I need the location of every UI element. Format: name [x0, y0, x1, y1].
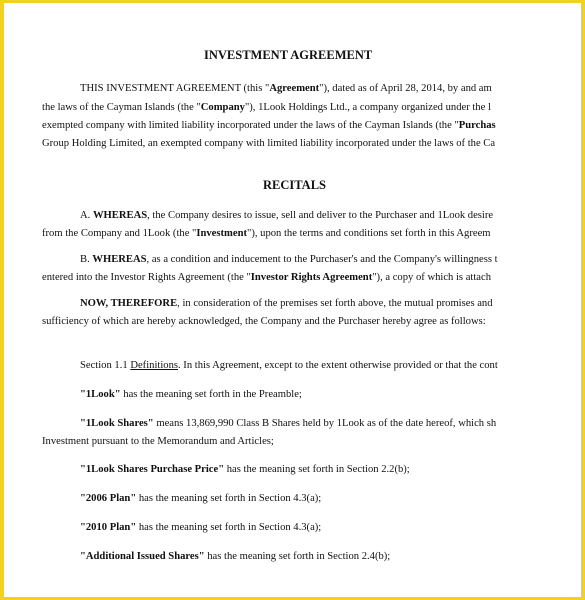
definition-term: "1Look Shares Purchase Price" — [80, 464, 225, 475]
definition-text: has the meaning set forth in the Preamble; — [120, 389, 302, 400]
intro-line-2 — [42, 102, 491, 113]
document-page — [4, 3, 581, 597]
defined-term: Agreement — [269, 83, 320, 94]
recital-b-line-2 — [42, 272, 491, 283]
definition-text: has the meaning set forth in Section 4.3(a); — [136, 493, 322, 504]
now-therefore-line-2: sufficiency of which are hereby acknowledged, the Company and the Purchaser hereby agree as follows: — [42, 316, 486, 327]
recital-text: B. — [80, 254, 93, 265]
defined-term: Company — [200, 102, 245, 113]
definition-text: has the meaning set forth in Section 2.4(b); — [204, 551, 391, 562]
recital-text: from the Company and 1Look (the " — [42, 228, 197, 239]
section-number: Section 1.1 — [80, 360, 131, 371]
definition-text: has the meaning set forth in Section 4.3(a); — [136, 522, 322, 533]
definition-text: has the meaning set forth in Section 2.2(b); — [224, 464, 410, 475]
defined-term: WHEREAS — [92, 254, 147, 265]
recital-text: A. — [80, 210, 93, 221]
now-therefore-line-1 — [80, 298, 493, 309]
definition-term: "2010 Plan" — [80, 522, 137, 533]
intro-text: exempted company with limited liability incorporated under the laws of the Cayman Islands (the " — [42, 120, 459, 131]
recital-text: , the Company desires to issue, sell and deliver to the Purchaser and 1Look desire — [147, 210, 494, 221]
definition-text: means 13,869,990 Class B Shares held by 1Look as of the date hereof, which sh — [153, 418, 497, 429]
defined-term: Investor Rights Agreement — [250, 272, 373, 283]
clause-text: , in consideration of the premises set forth above, the mutual promises and — [177, 298, 493, 309]
document-title: INVESTMENT AGREEMENT — [204, 48, 373, 62]
defined-term: Investment — [196, 228, 247, 239]
intro-line-1 — [80, 83, 492, 94]
definition-additional-issued-shares — [80, 551, 390, 562]
definition-1look-shares-cont: Investment pursuant to the Memorandum and Articles; — [42, 436, 274, 447]
definition-term: "1Look" — [80, 389, 121, 400]
definition-2010-plan — [80, 522, 321, 533]
defined-term: Purchas — [458, 120, 496, 131]
recitals-heading: RECITALS — [263, 178, 326, 192]
definition-1look — [80, 389, 302, 400]
document-content — [42, 3, 546, 597]
recital-a-line-2 — [42, 228, 491, 239]
defined-term: NOW, THEREFORE — [80, 298, 178, 309]
intro-text: "), 1Look Holdings Ltd., a company organized under the l — [244, 102, 491, 113]
recital-text: "), upon the terms and conditions set forth in this Agreem — [247, 228, 491, 239]
recital-text: "), a copy of which is attach — [372, 272, 491, 283]
intro-text: the laws of the Cayman Islands (the " — [42, 102, 201, 113]
definition-2006-plan — [80, 493, 321, 504]
section-title: Definitions — [130, 360, 178, 371]
recital-text: , as a condition and inducement to the Purchaser's and the Company's willingness t — [146, 254, 498, 265]
intro-text: THIS INVESTMENT AGREEMENT (this " — [80, 83, 270, 94]
defined-term: WHEREAS — [92, 210, 148, 221]
intro-line-4: Group Holding Limited, an exempted company with limited liability incorporated under the laws of the Ca — [42, 138, 496, 149]
recital-a-line-1 — [80, 210, 493, 221]
definition-term: "1Look Shares" — [80, 418, 154, 429]
section-1-1-line — [80, 360, 498, 371]
intro-text: "), dated as of April 28, 2014, by and am — [319, 83, 492, 94]
recital-text: entered into the Investor Rights Agreement (the " — [42, 272, 251, 283]
definition-1look-shares — [80, 418, 496, 429]
recital-b-line-1 — [80, 254, 498, 265]
intro-line-3 — [42, 120, 496, 131]
definition-term: "Additional Issued Shares" — [80, 551, 205, 562]
definition-1look-shares-purchase-price — [80, 464, 410, 475]
section-text: . In this Agreement, except to the extent otherwise provided or that the cont — [178, 360, 498, 371]
definition-term: "2006 Plan" — [80, 493, 137, 504]
